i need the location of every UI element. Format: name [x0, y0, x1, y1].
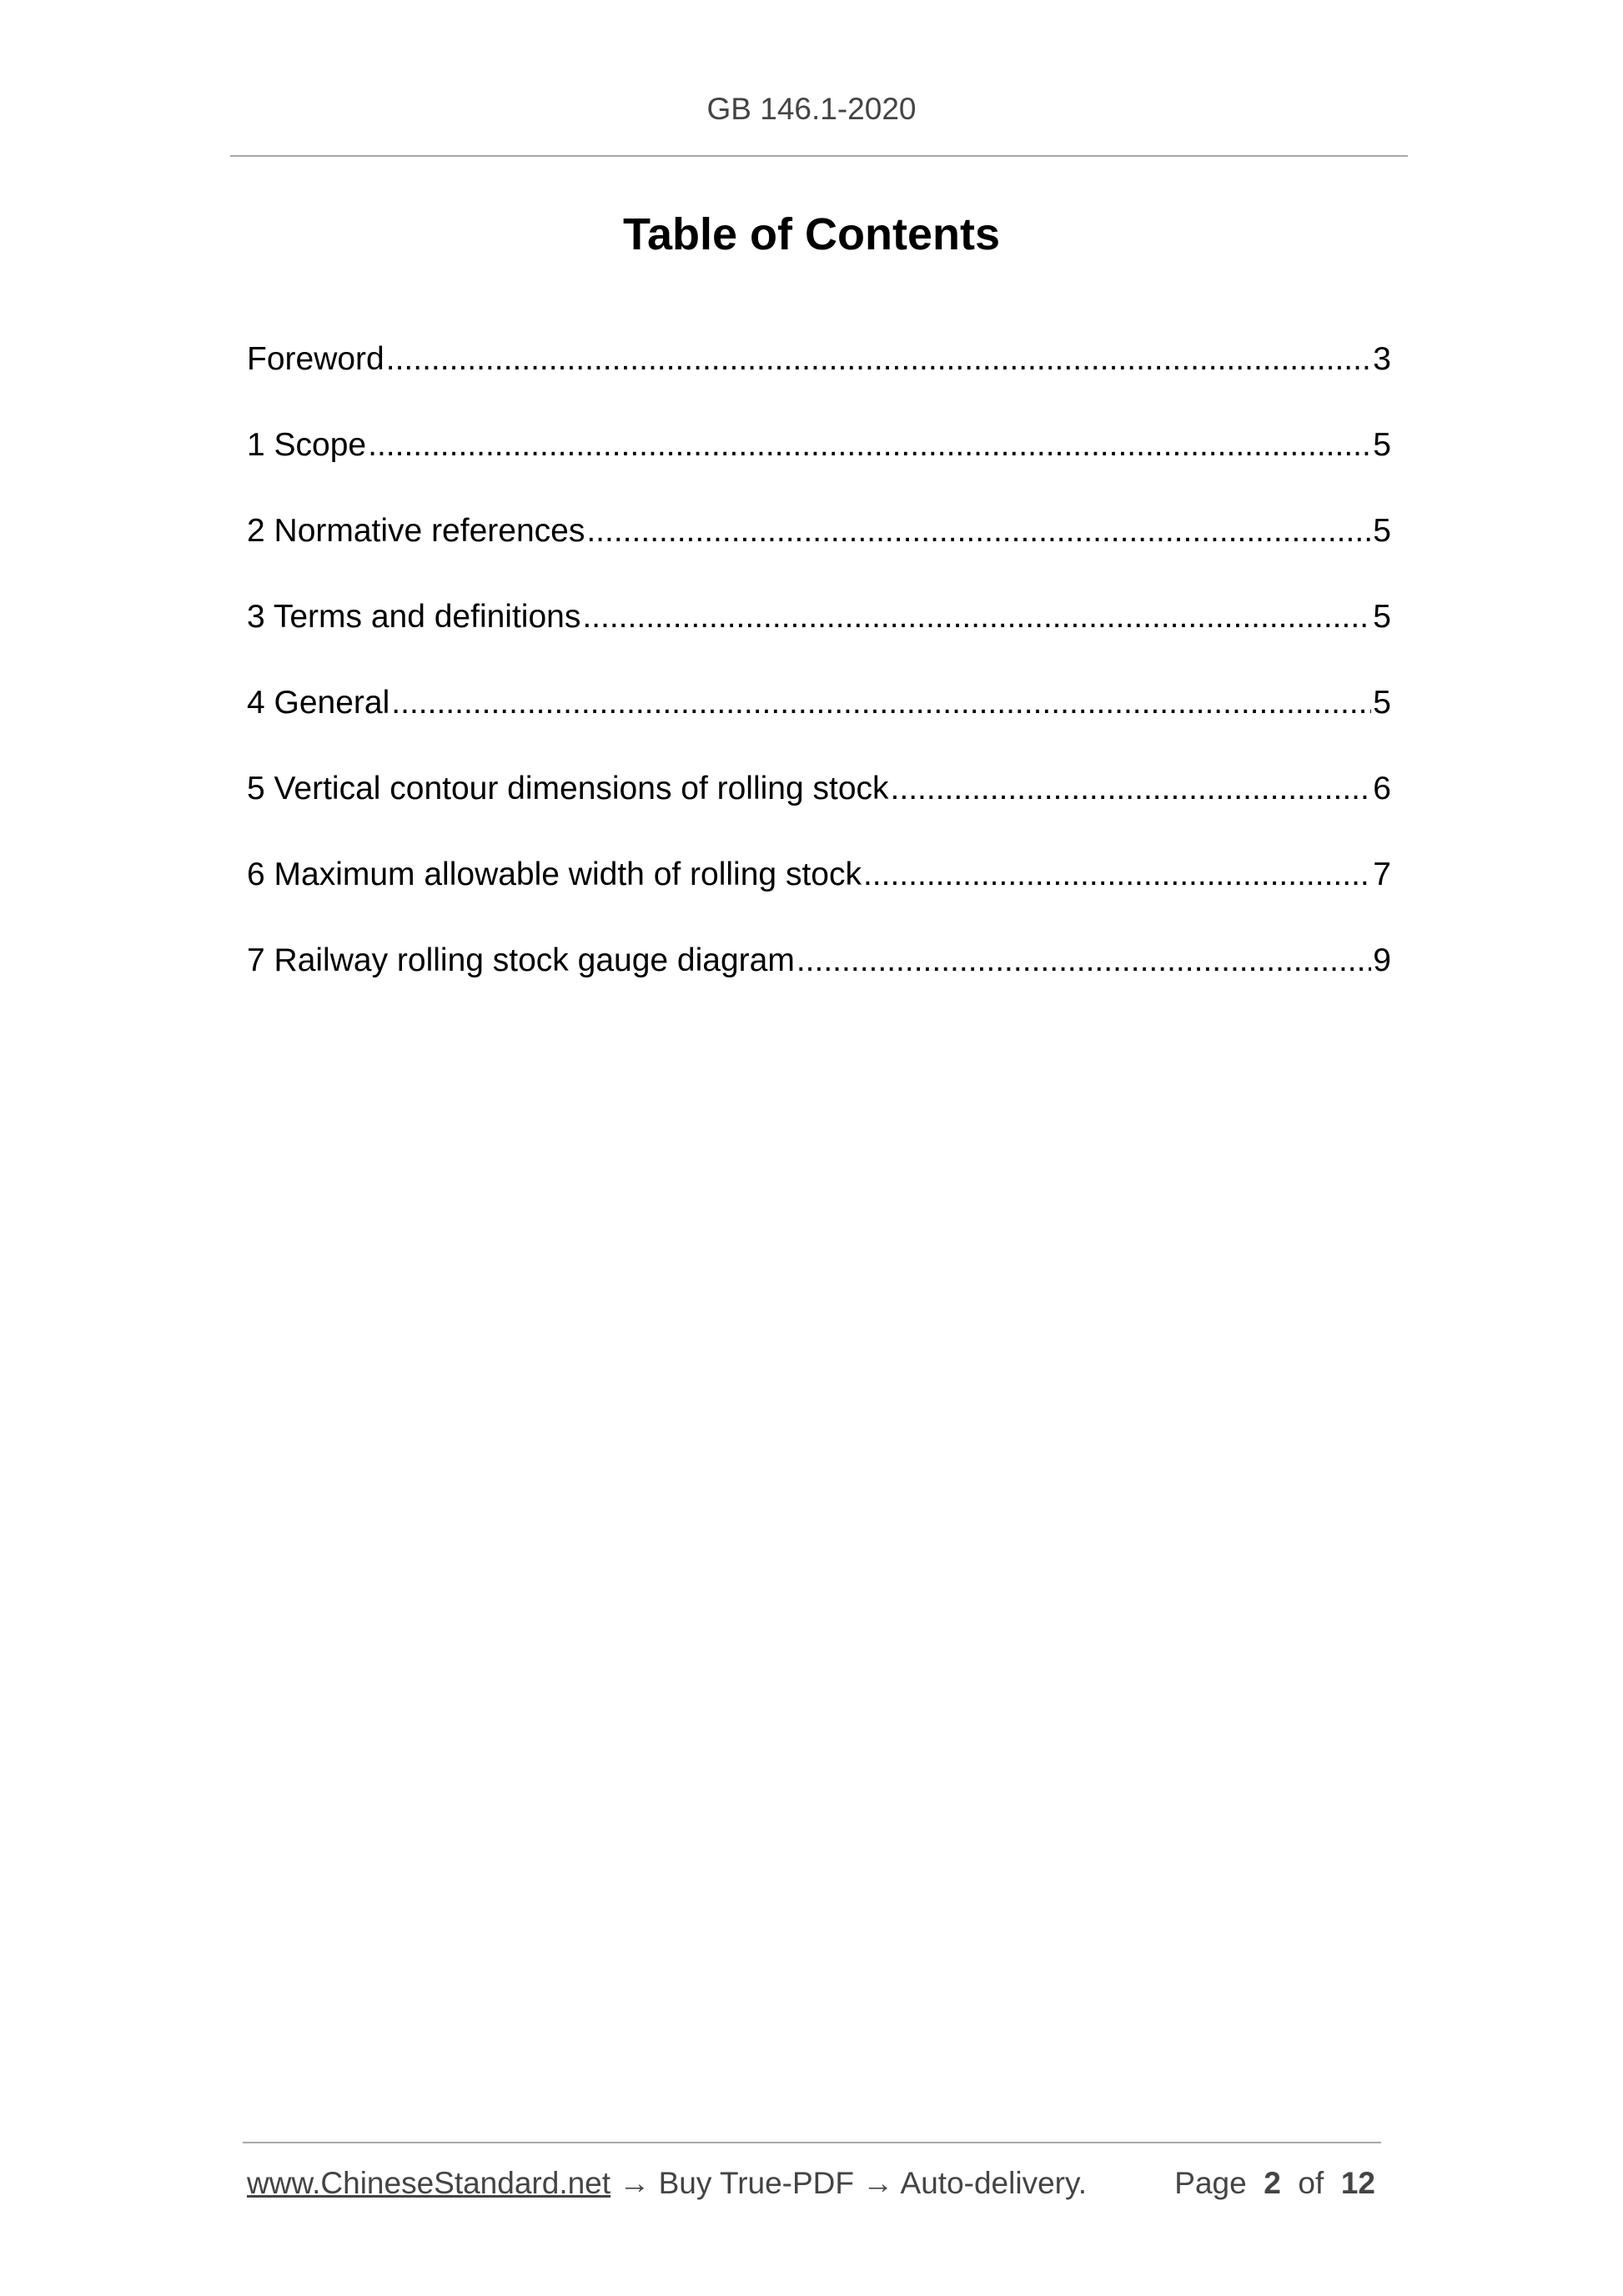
toc-entry-terms-and-definitions[interactable] [247, 598, 1391, 684]
toc-entry-page: 5 [1373, 513, 1391, 549]
toc-entry-normative-references[interactable] [247, 512, 1391, 598]
toc-entry-page: 7 [1373, 857, 1391, 892]
toc-entry-gauge-diagram[interactable] [247, 942, 1391, 1027]
toc-entry-maximum-allowable-width[interactable] [247, 856, 1391, 942]
toc-entry-general[interactable] [247, 684, 1391, 770]
toc-dot-leader [368, 426, 1371, 465]
toc-dot-leader [586, 512, 1371, 551]
toc-entry-scope[interactable] [247, 426, 1391, 512]
toc-dot-leader [582, 598, 1371, 637]
toc-entry-page: 5 [1373, 685, 1391, 721]
page-word: Page [1174, 2166, 1247, 2200]
toc-entry-label: Foreword [247, 341, 384, 377]
buy-true-pdf-text: Buy True-PDF [658, 2166, 855, 2200]
toc-entry-page: 3 [1373, 341, 1391, 377]
toc-entry-label: 7 Railway rolling stock gauge diagram [247, 942, 795, 978]
website-link[interactable]: www.ChineseStandard.net [247, 2166, 611, 2200]
toc-dot-leader [796, 942, 1371, 981]
toc-entry-label: 4 General [247, 685, 390, 721]
toc-dot-leader [891, 770, 1372, 809]
toc-entry-vertical-contour-dimensions[interactable] [247, 770, 1391, 856]
of-word: of [1298, 2166, 1324, 2200]
page-header [0, 93, 1623, 124]
toc-dot-leader [391, 684, 1371, 723]
toc-entry-label: 6 Maximum allowable width of rolling stock [247, 857, 862, 892]
current-page: 2 [1264, 2166, 1281, 2200]
table-of-contents [247, 340, 1391, 1027]
standard-code: GB 146.1-2020 [706, 92, 917, 126]
auto-delivery-text: Auto-delivery. [900, 2166, 1088, 2200]
toc-dot-leader [863, 856, 1371, 895]
arrow-right-icon: → [619, 2166, 651, 2200]
toc-entry-label: 2 Normative references [247, 513, 585, 549]
toc-dot-leader [386, 340, 1372, 379]
page-title: Table of Contents [623, 209, 1000, 259]
header-divider [230, 155, 1408, 157]
toc-entry-foreword[interactable] [247, 340, 1391, 426]
arrow-right-icon: → [862, 2166, 894, 2200]
toc-entry-label: 1 Scope [247, 427, 367, 463]
toc-entry-page: 5 [1373, 599, 1391, 635]
toc-entry-page: 9 [1373, 942, 1391, 978]
toc-entry-page: 6 [1373, 771, 1391, 806]
footer-promo [247, 2165, 1087, 2202]
toc-entry-label: 3 Terms and definitions [247, 599, 581, 635]
toc-entry-page: 5 [1373, 427, 1391, 463]
toc-entry-label: 5 Vertical contour dimensions of rolling stock [247, 771, 889, 806]
total-pages: 12 [1340, 2166, 1375, 2200]
footer-divider [243, 2142, 1381, 2143]
page-number [1174, 2165, 1375, 2202]
